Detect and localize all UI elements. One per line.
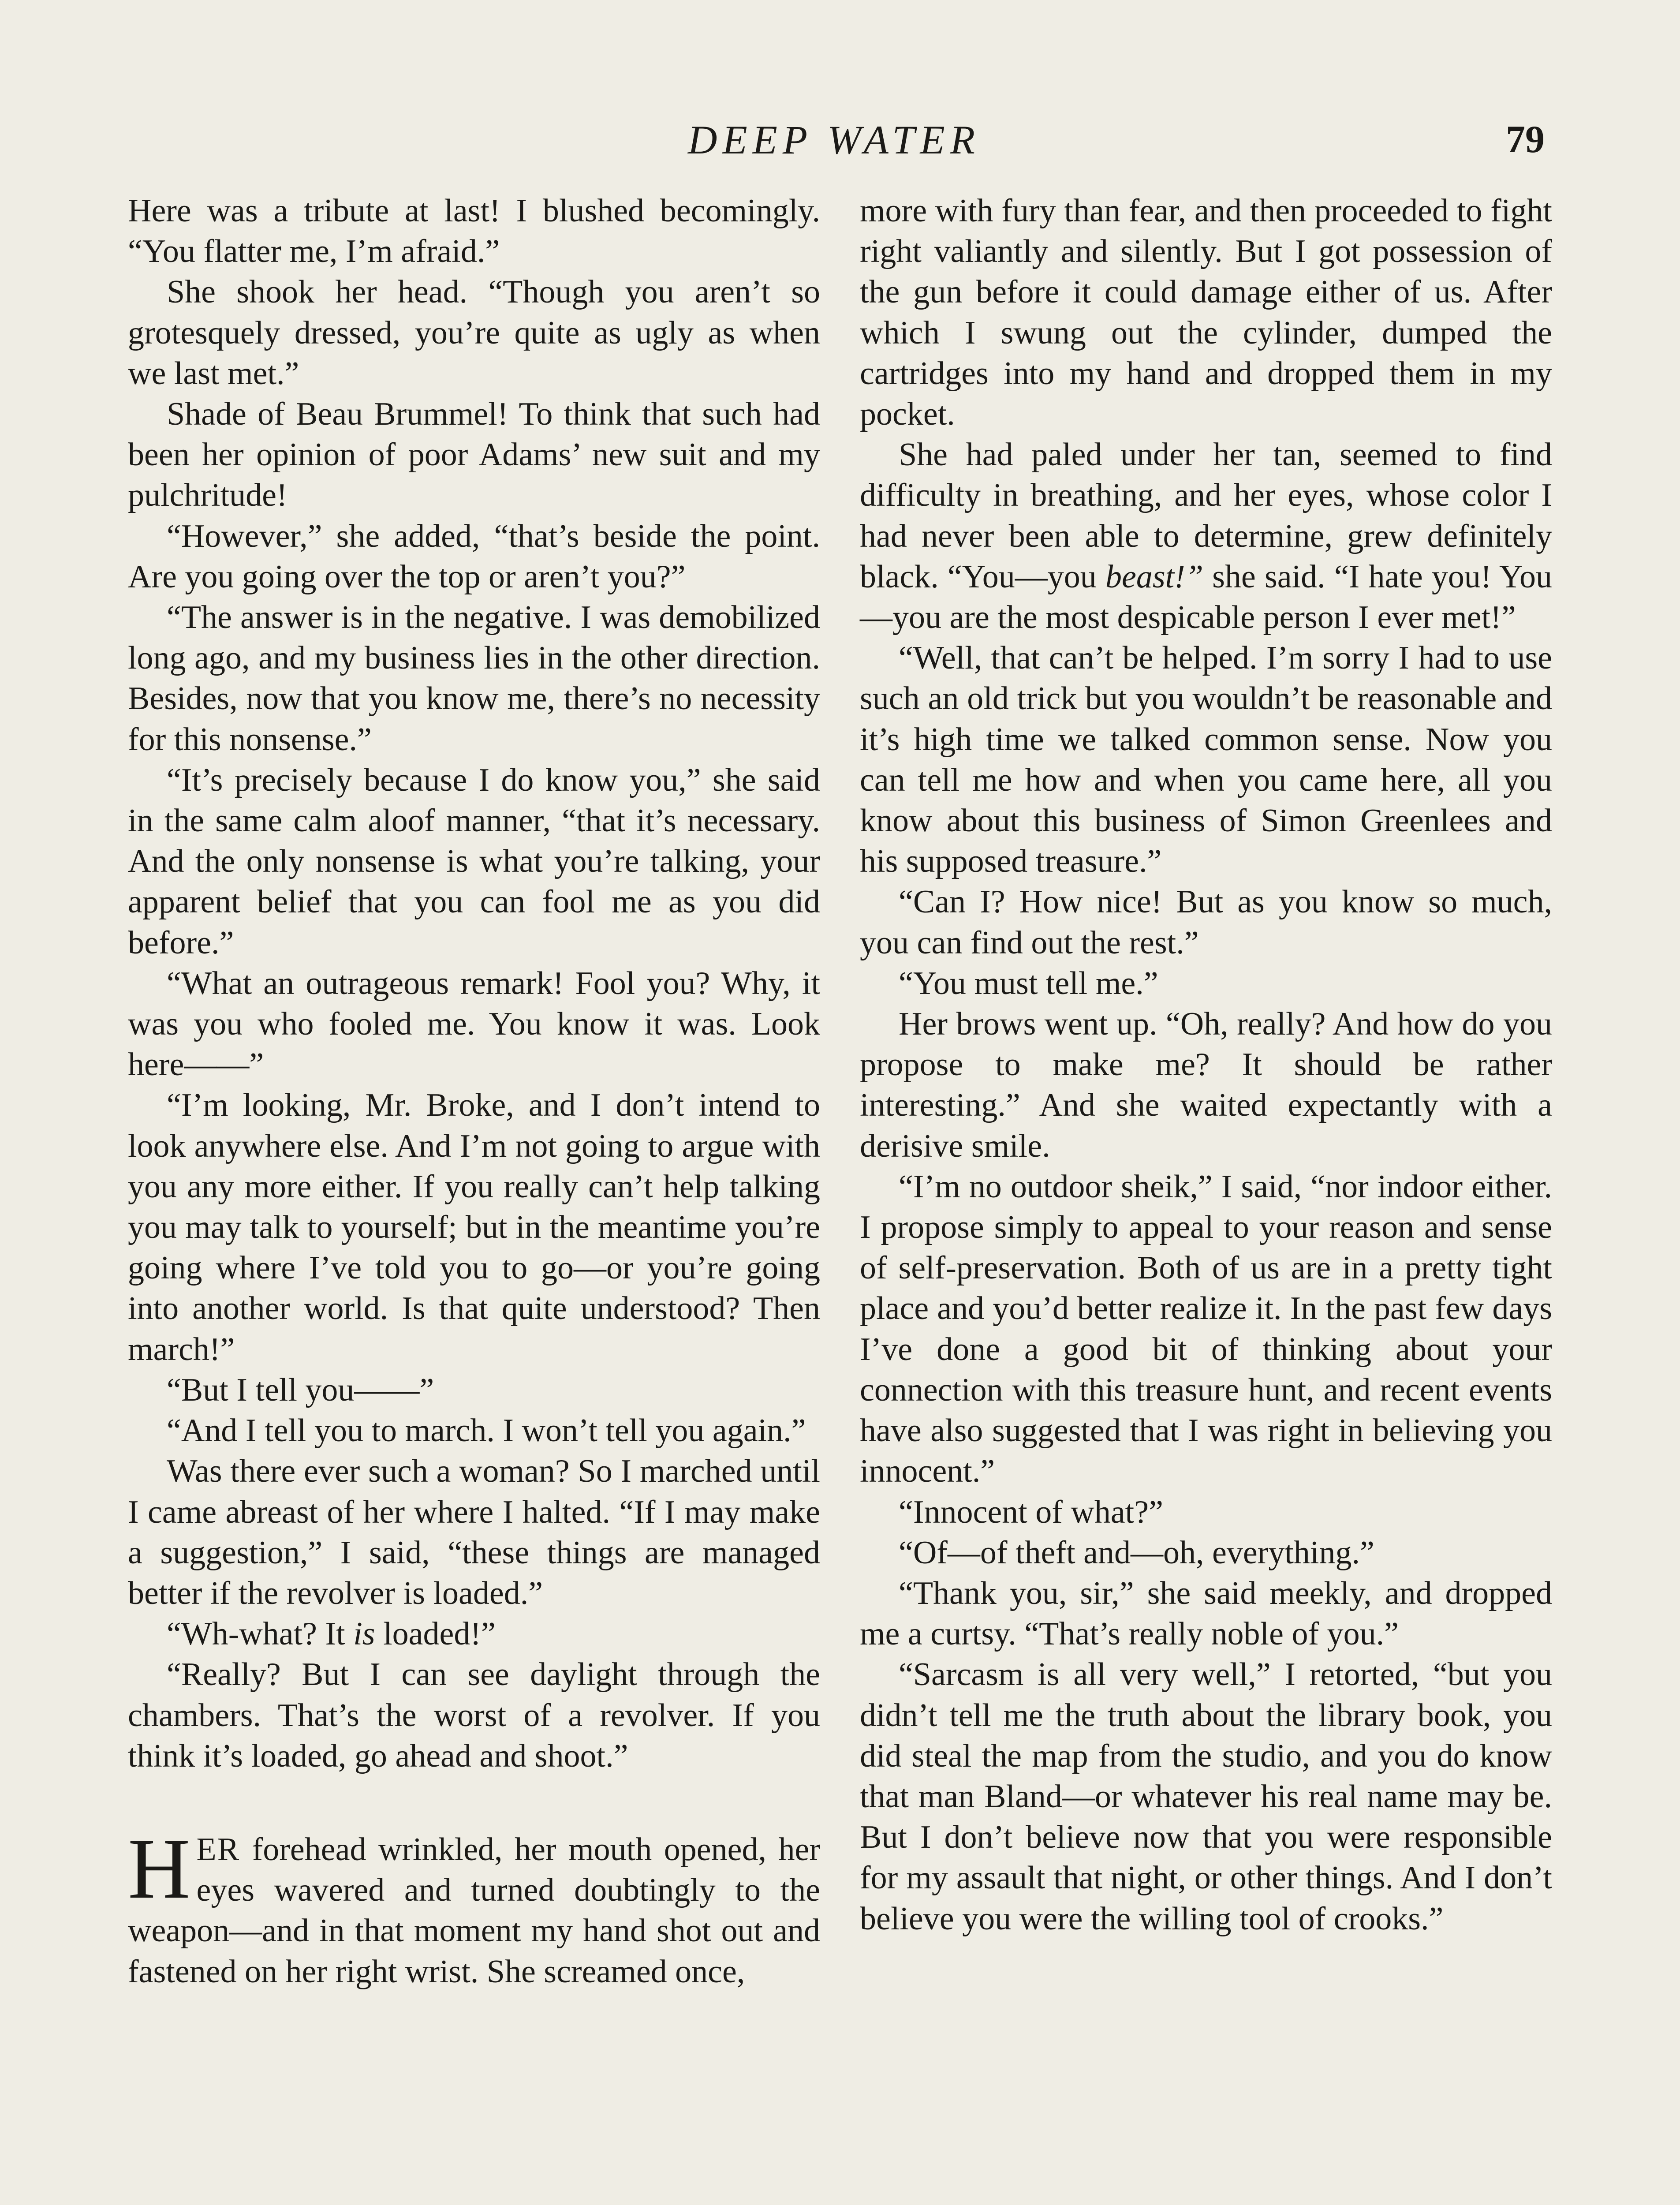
paragraph: “Innocent of what?”: [899, 1494, 1163, 1530]
text-run: She had paled under her tan, seemed to find difficulty in breathing, and her eyes, whose color I had never been able to determine, grew definitely black. “You—you: [860, 437, 1552, 595]
paragraph: “Of—of theft and—oh, everything.”: [899, 1534, 1374, 1571]
paragraph: “But I tell you——”: [167, 1372, 434, 1408]
paragraph: “Well, that can’t be helped. I’m sorry I had to use such an old trick but you wouldn’t be reasonable and it’s high time we talked common sense. Now you can tell me how and when you came here, all you know about this business of Simon Greenlees and his supposed treasure.”: [860, 640, 1552, 880]
emphasis: is: [353, 1616, 375, 1652]
paragraph-continuation: more with fury than fear, and then proceeded to fight right valiantly and silently. But I got possession of the gun before it could damage either of us. After which I swung out the cylinder, dumped the cartridges into my hand and dropped them in my pocket.: [860, 193, 1552, 433]
running-head: [0, 116, 1680, 164]
paragraph: “What an outrageous remark! Fool you? Why, it was you who fooled me. You know it was. Look here——”: [128, 965, 820, 1083]
paragraph-wh-what: [128, 1614, 820, 1654]
paragraph: She shook her head. “Though you aren’t so grotesquely dressed, you’re quite as ugly as when we last met.”: [128, 274, 820, 392]
text-run: loaded!”: [375, 1616, 496, 1652]
paragraph: “It’s precisely because I do know you,” she said in the same calm aloof manner, “that it’s necessary. And the only nonsense is what you’re talking, your apparent belief that you can fool me as you did before.”: [128, 762, 820, 961]
paragraph: “Sarcasm is all very well,” I retorted, “but you didn’t tell me the truth about the library book, you did steal the map from the studio, and you do know that man Bland—or whatever his real name may be. But I don’t believe now that you were responsible for my assault that night, or other things. And I don’t believe you were the willing tool of crooks.”: [860, 1656, 1552, 1937]
paragraph: “Thank you, sir,” she said meekly, and dropped me a curtsy. “That’s really noble of you.”: [860, 1575, 1552, 1652]
paragraph: Her brows went up. “Oh, really? And how do you propose to make me? It should be rather interesting.” And she waited expectantly with a derisive smile.: [860, 1006, 1552, 1164]
text-run: she said. “I hate you! You—you are the most despicable person I ever met!”: [860, 558, 1552, 636]
paragraph: Was there ever such a woman? So I marched until I came abreast of her where I halted. “If I may make a suggestion,” I said, “these things are managed better if the revolver is loaded.”: [128, 1453, 820, 1611]
text-run: “Wh-what? It: [167, 1616, 354, 1652]
page-title: DEEP WATER: [688, 117, 980, 162]
paragraph: Shade of Beau Brummel! To think that such had been her opinion of poor Adams’ new suit and my pulchritude!: [128, 396, 820, 514]
paragraph: “And I tell you to march. I won’t tell you again.”: [167, 1413, 806, 1449]
drop-cap: H: [128, 1820, 190, 1917]
paragraph: “Really? But I can see daylight through the chambers. That’s the worst of a revolver. If you think it’s loaded, go ahead and shoot.”: [128, 1656, 820, 1774]
paragraph: “I’m no outdoor sheik,” I said, “nor indoor either. I propose simply to appeal to your reason and sense of self-preservation. Both of us are in a pretty tight place and you’d better realize it. In the past few days I’ve done a good bit of thinking about your connection with this treasure hunt, and recent events have also suggested that I was right in believing you innocent.”: [860, 1168, 1552, 1490]
text-run: forehead wrinkled, her mouth opened, her eyes wavered and turned doubtingly to the weapon—and in that moment my hand shot out and fastened on her right wrist. She screamed once,: [128, 1831, 820, 1990]
small-caps: ER: [196, 1831, 240, 1868]
paragraph: “Can I? How nice! But as you know so much, you can find out the rest.”: [860, 884, 1552, 961]
paragraph: “The answer is in the negative. I was demobilized long ago, and my business lies in the other direction. Besides, now that you know me, there’s no necessity for this nonsense.”: [128, 599, 820, 758]
paragraph: “You must tell me.”: [899, 965, 1158, 1002]
right-column: [860, 191, 1552, 1939]
section-opening-paragraph: [128, 1820, 820, 1992]
paragraph: “However,” she added, “that’s beside the point. Are you going over the top or aren’t you?”: [128, 518, 820, 595]
paragraph: Here was a tribute at last! I blushed becomingly. “You flatter me, I’m afraid.”: [128, 193, 820, 270]
left-column: [128, 191, 820, 1992]
emphasis: beast!”: [1105, 558, 1203, 595]
paragraph: “I’m looking, Mr. Broke, and I don’t intend to look anywhere else. And I’m not going to argue with you any more either. If you really can’t help talking you may talk to yourself; but in the meantime you’re going where I’ve told you to go—or you’re going into another world. Is that quite understood? Then march!”: [128, 1087, 820, 1368]
paragraph-paled: [860, 434, 1552, 638]
page-number: 79: [1506, 118, 1545, 161]
